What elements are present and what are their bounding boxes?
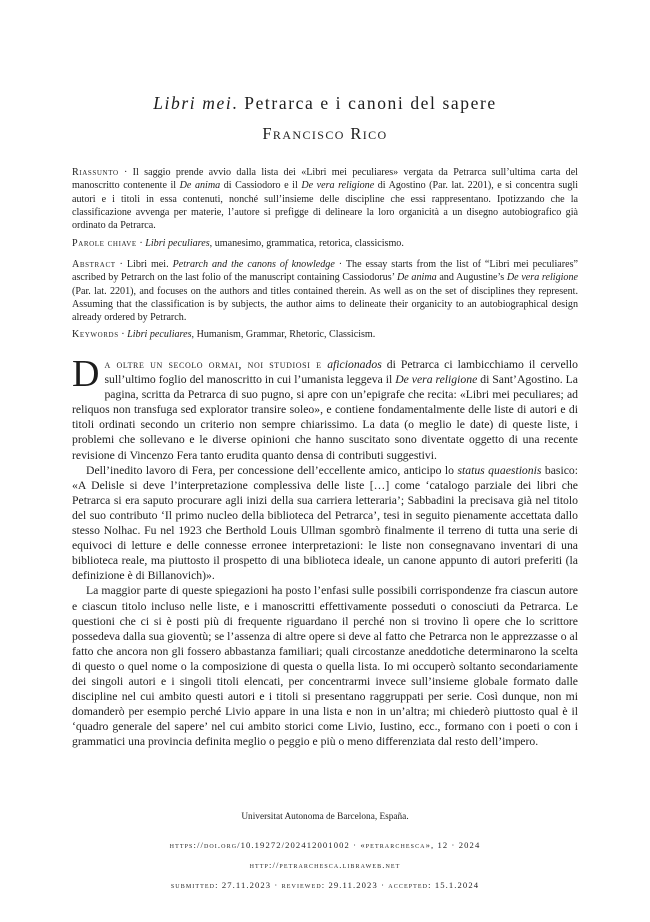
riassunto-paragraph (72, 166, 578, 232)
riassunto-italic-1: De anima (179, 180, 221, 192)
parole-chiave-text: , umanesimo, grammatica, retorica, classicismo. (209, 238, 404, 249)
abstract-italic-1: Petrarch and the canons of knowledge (172, 259, 335, 270)
p1-italic-1: aficionados (327, 358, 382, 371)
parole-chiave-italic: Libri peculiares (145, 238, 210, 249)
abstract-text-3: and Augustine’s (436, 272, 507, 284)
abstract-text-2: · The essay starts from the list of “Libri mei peculiares” ascribed by Petrarch on the last folio of the manuscript containing Cassiodorus’ (72, 259, 578, 284)
p2-text-2: basico: «A Delisle si deve l’interpretazione complessiva delle liste […] come ‘catalogo parziale dei libri che Petrarca si era saputo procurare agli inizi della sua carriera letteraria’; Sabbadini la precisava già nel titolo del suo contributo ‘Il primo nucleo della biblioteca del Petrarca’, tesi in seguito pienamente accettata dallo stesso Nolhac. Fu nel 1923 che Berthold Louis Ullman sgombrò finalmente il terreno di tutta una serie di equivoci di letture e delle connesse erronee interpretazioni: le liste non consegnavano inventari di una biblioteca reale, ma piuttosto il prospetto di una biblioteca ideale, un canone appunto di autori preferiti (la definizione è di Billanovich)». (72, 463, 578, 583)
author-name: Francisco Rico (262, 124, 388, 143)
p2-italic-1: status quaestionis (457, 463, 542, 477)
keywords-text: , Humanism, Grammar, Rhetoric, Classicism. (191, 329, 376, 340)
parole-chiave-sep: · (136, 238, 146, 249)
article-body (72, 353, 578, 749)
abstract-sep: · (115, 259, 127, 270)
riassunto-text-1: Il saggio prende avvio dalla lista dei «Libri mei peculiares» vergata da Petrarca sull’ultima carta del manoscritto contenente il (72, 167, 578, 192)
abstract-label: Abstract (72, 259, 116, 270)
riassunto-sep: · (118, 167, 133, 178)
p1-text-2: di Petrarca ci lambicchiamo il cervello sull’ultimo foglio del manoscritto in cui l’umanista leggeva il (104, 358, 578, 387)
body-paragraph-3: La maggior parte di queste spiegazioni ha posto l’enfasi sulle possibili corrispondenze fra ciascun autore e ciascun titolo incluso nelle liste, e i manoscritti effettivamente posseduti o conosciuti da Petrarca. Le questioni che ci si è posti più di frequente riguardano il perché non si trovino lì opere che lo scrittore possedeva dalla sua gioventù; se l’assenza di altre opere si deve al fatto che Petrarca non le apprezzasse o al fatto che ancora non gli fossero abbastanza familiari; quali circostanze aneddotiche determinarono la scelta di questo o quel nome o la composizione di questa o quella lista. Io mi occuperò soltanto secondariamente dei singoli autori e i singoli titoli elencati, per concentrarmi invece sull’insieme globale formato dalle discipline nel cui ambito questi autori e i titoli si presentano raggruppati per serie. Così dunque, non mi domanderò per esempio perché Livio appare in una lista e non in un’altra; mi chiederò piuttosto qual è il ‘quadro generale del sapere’ nel cui ambito storici come Livio, Iustino, ecc., formano con i poeti o con i grammatici una provincia definita meglio o peggio e più o meno differenziata dal resto dell’impero. (72, 584, 578, 749)
riassunto-italic-2: De vera religione (301, 180, 375, 192)
author-affiliation: Universitat Autonoma de Barcelona, España. (241, 812, 409, 822)
riassunto-text-2: di Cassiodoro e il (220, 180, 302, 192)
doi-line: https://doi.org/10.19272/202412001002 · «petrarchesca», 12 · 2024 (169, 840, 481, 850)
parole-chiave-label: Parole chiave (72, 238, 137, 249)
keywords-italic: Libri peculiares (127, 329, 192, 340)
body-paragraph-2 (72, 463, 578, 584)
p1-italic-2: De vera religione (395, 373, 478, 387)
body-paragraph-1 (72, 353, 578, 463)
abstract-italic-3: De vera religione (506, 272, 578, 284)
riassunto-text-3: di Agostino (Par. lat. 2201), e si concentra sugli autori e i titoli in essa contenuti, nonché sull’insieme delle discipline che essi rappresentano. Ipotizzando che la classificazione avvenga per materie, l’autore si prefigge di delineare la loro organicità a un disegno autobiografico già ordinato da Petrarca. (72, 180, 578, 232)
submission-dates-line: submitted: 27.11.2023 · reviewed: 29.11.2023 · accepted: 15.1.2024 (170, 880, 480, 890)
p1-text-3: di Sant’Agostino. La pagina, scritta da Petrarca di suo pugno, si apre con un’epigrafe che recita: «Libri mei peculiares; ad reliquos non transfuga sed explorator transire soleo», e contiene fondamentalmente delle liste di autori e di titoli ordinati secondo un criterio non sempre chiarissimo. La data (o meglio le date) di queste liste, i problemi che sollevano e le diverse opinioni che hanno suscitato sono diventate oggetto di una recente revisione di Vincenzo Fera tanto erudita quanto densa di contributi suggestivi. (72, 373, 578, 462)
keywords-paragraph (72, 328, 578, 341)
riassunto-label: Riassunto (72, 167, 119, 178)
keywords-label: Keywords (72, 329, 119, 340)
p2-text-1: Dell’inedito lavoro di Fera, per concessione dell’eccellente amico, anticipo lo (86, 463, 458, 477)
parole-chiave-paragraph (72, 237, 578, 250)
abstract-text-1: Libri mei. (126, 259, 173, 270)
keywords-sep: · (118, 329, 128, 340)
p1-text-1: a oltre un secolo ormai, noi studiosi e (104, 358, 328, 371)
abstract-text-4: (Par. lat. 2201), and focuses on the authors and titles contained therein. As well as on the set of disciplines they represent. Assuming that the classification is by subjects, the author aims to delineate their organicity to an autobiographical design already ordered by Petrarch. (72, 285, 578, 324)
abstract-italic-2: De anima (396, 272, 437, 284)
drop-cap: D (72, 353, 100, 395)
abstract-paragraph (72, 258, 578, 324)
article-title (72, 93, 578, 114)
title-italic-part: Libri mei (153, 93, 233, 113)
journal-url-line: http://petrarchesca.libraweb.net (249, 860, 401, 870)
title-rest: . Petrarca e i canoni del sapere (232, 93, 497, 113)
